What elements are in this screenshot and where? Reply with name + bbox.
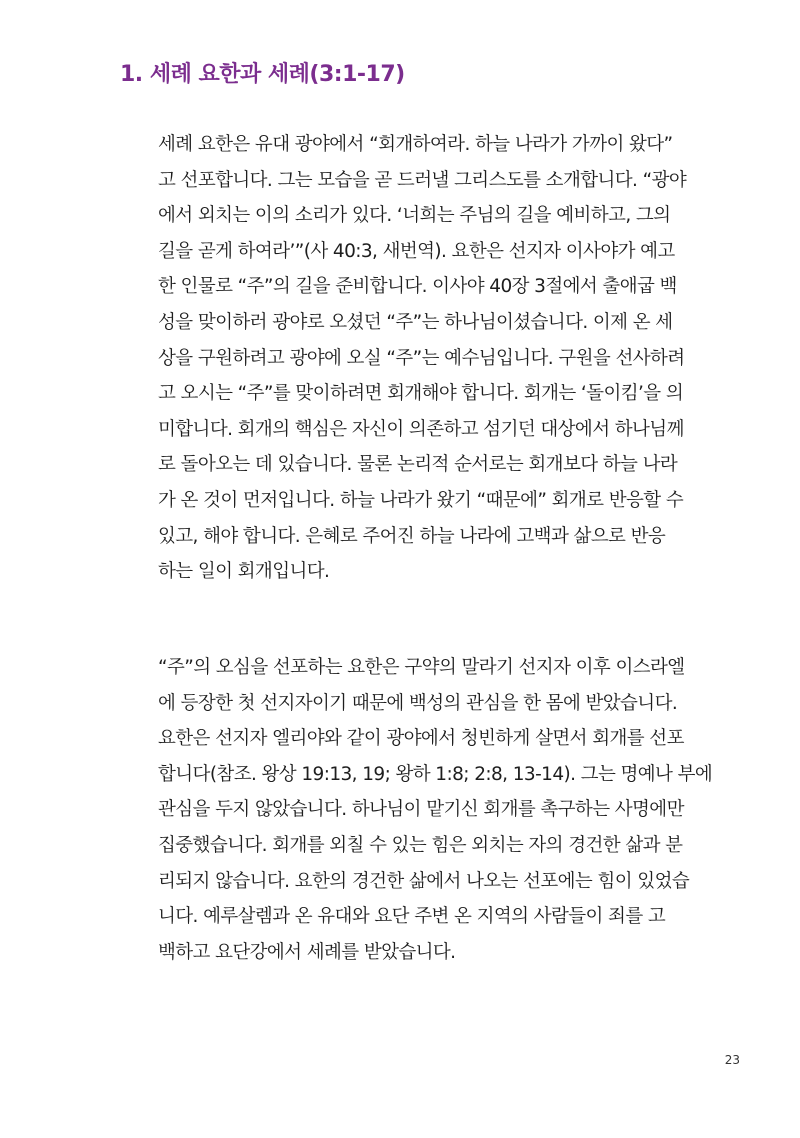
text-line: 한 인물로 “주”의 길을 준비합니다. 이사야 40장 3절에서 출애굽 백 [158,276,677,298]
text-line: 에 등장한 첫 선지자이기 때문에 백성의 관심을 한 몸에 받았습니다. [158,692,678,714]
text-line: 집중했습니다. 회개를 외칠 수 있는 힘은 외치는 자의 경건한 삶과 분 [158,834,683,856]
text-line: 미합니다. 회개의 핵심은 자신이 의존하고 섬기던 대상에서 하나님께 [158,418,684,440]
text-line: 니다. 예루살렘과 온 유대와 요단 주변 온 지역의 사람들이 죄를 고 [158,906,666,928]
text-line: 고 오시는 “주”를 맞이하려면 회개해야 합니다. 회개는 ‘돌이킴’을 의 [158,383,684,405]
text-line: 상을 구원하려고 광야에 오실 “주”는 예수님입니다. 구원을 선사하려 [158,347,685,369]
text-line: 관심을 두지 않았습니다. 하나님이 맡기신 회개를 촉구하는 사명에만 [158,799,684,821]
text-line: 합니다(참조. 왕상 19:13, 19; 왕하 1:8; 2:8, 13-14). 그는 명예나 부에 [158,763,713,785]
paragraph-1 [158,127,740,590]
text-line: 하는 일이 회개입니다. [158,561,330,583]
text-line: 로 돌아오는 데 있습니다. 물론 논리적 순서로는 회개보다 하늘 나라 [158,454,678,476]
text-line: 요한은 선지자 엘리야와 같이 광야에서 청빈하게 살면서 회개를 선포 [158,728,684,750]
section-heading: 1. 세례 요한과 세례(3:1-17) [120,62,405,87]
paragraph-2 [158,650,740,970]
text-line: 있고, 해야 합니다. 은혜로 주어진 하늘 나라에 고백과 삶으로 반응 [158,525,666,547]
text-line: 고 선포합니다. 그는 모습을 곧 드러낼 그리스도를 소개합니다. “광야 [158,169,687,191]
text-line: “주”의 오심을 선포하는 요한은 구약의 말라기 선지자 이후 이스라엘 [158,657,685,678]
text-line: 길을 곧게 하여라’”(사 40:3, 새번역). 요한은 선지자 이사야가 예고 [158,240,675,262]
text-line: 가 온 것이 먼저입니다. 하늘 나라가 왔기 “때문에” 회개로 반응할 수 [158,489,684,511]
text-line: 성을 맞이하러 광야로 오셨던 “주”는 하나님이셨습니다. 이제 온 세 [158,311,673,333]
text-line: 백하고 요단강에서 세례를 받았습니다. [158,941,456,963]
text-line: 리되지 않습니다. 요한의 경건한 삶에서 나오는 선포에는 힘이 있었습 [158,870,690,892]
page-number: 23 [724,1053,740,1067]
text-line: 에서 외치는 이의 소리가 있다. ‘너희는 주님의 길을 예비하고, 그의 [158,205,671,227]
text-line: 세례 요한은 유대 광야에서 “회개하여라. 하늘 나라가 가까이 왔다” [158,134,673,155]
